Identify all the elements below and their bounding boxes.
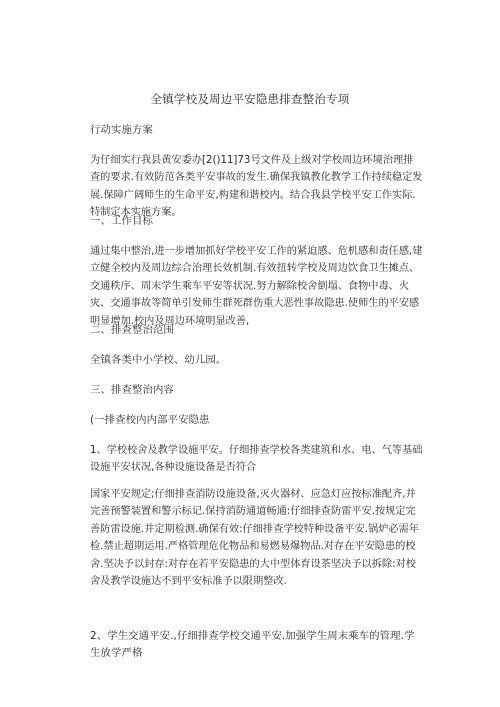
- item-1-continued: 国家平安规定;仔细排查消防设施设备,灭火器材、应急灯应按标准配齐,并完善预警装置和警示标记.保持消防通道畅通:仔细排查防雷平安.按规定完善防雷设施.并定期检测.确保有效:仔细排查学校特种设备平安.锅炉必需年检.禁止超期运用.严格管理危化物品和易燃易爆物品.对存在平安隐患的校舍.坚决予以封存:对存在若平安隐患的大中型体育设茶坚决予以拆除:对校舍及教学设施达不到平安标准予以限期整改.: [90, 489, 419, 588]
- subsection-1-heading: (一排查校内内部平安隐患: [90, 414, 210, 426]
- document-title: 全镇学校及周边平安隐患排查整治专项: [150, 92, 350, 106]
- section-1-body: 通过集中整治,进一步增加抓好学校平安工作的紧迫感、危机感和责任感,建立健全校内及周边综合治理长效机制.有效扭转学校及周边饮食卫生摊点、交通秩序、周末学生乘车平安等状况.努力解除校舍倒塌、食物中毒、火灾、交通事故等简单引发师生群死群伤重大恶性事故隐患.使师生的平安感明显增加.校内及周边环境明显改善,: [90, 246, 423, 327]
- section-2-heading: 二、排查整治范围: [90, 324, 174, 336]
- section-1-heading: 一、工作目标: [90, 215, 153, 227]
- intro-paragraph: 为仔细实行我县黄安委办[2()11]73号文件及上级对学校周边环境治理排查的要求.有效防范各类平安事故的发生.确保我镇教化教学工作持续稳定发展.保障广阔师生的生命平安,构建和谐校内。结合我县学校平安工作实际.特制定本实施方案。: [90, 155, 423, 219]
- item-1: 1、学校校舍及教学设施平安。仔细排查学校各类建筑和水、电、气等基础设施平安状况,各种设施设备是否符合: [90, 445, 423, 474]
- section-2-body: 全镇各类中小学校、幼儿园。: [90, 354, 227, 366]
- item-2: 2、学生交通平安.,仔细排查学校交通平安.加强学生周末乘车的管理.学生放学严格: [90, 630, 415, 659]
- section-3-heading: 三、排查整治内容: [90, 384, 174, 396]
- document-subtitle: 行动实施方案: [90, 124, 153, 136]
